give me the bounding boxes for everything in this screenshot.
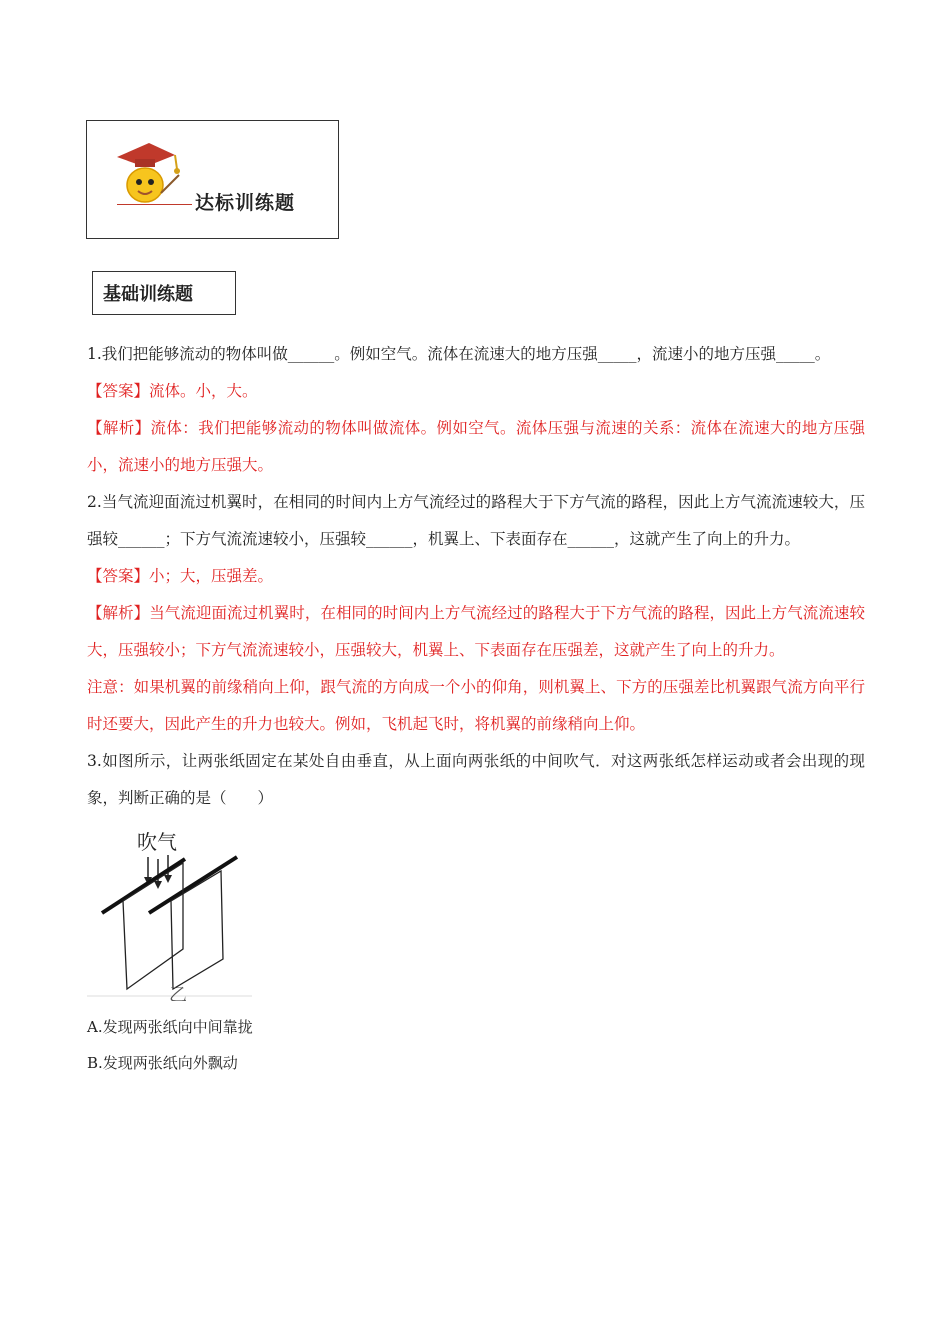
option-b: B.发现两张纸向外飘动 xyxy=(87,1054,238,1072)
header-divider xyxy=(117,204,192,205)
header-box xyxy=(86,120,339,239)
section-title: 基础训练题 xyxy=(103,284,193,305)
note-2: 注意：如果机翼的前缘稍向上仰，跟气流的方向成一个小的仰角，则机翼上、下方的压强差比机翼跟气流方向平行时还要大，因此产生的升力也较大。例如，飞机起飞时，将机翼的前缘稍向上仰。 xyxy=(87,678,865,733)
figure-blow-label: 吹气 xyxy=(137,830,177,854)
answer-1: 【答案】流体。小，大。 xyxy=(87,382,258,400)
question-2: 2.当气流迎面流过机翼时，在相同的时间内上方气流经过的路程大于下方气流的路程，因此上方气流流速较大，压强较______；下方气流流速较小，压强较______，机翼上、下表面存在______，这就产生了向上的升力。 xyxy=(87,493,865,548)
answer-2: 【答案】小；大，压强差。 xyxy=(87,567,274,585)
content xyxy=(87,336,865,1081)
paper-diagram xyxy=(87,821,257,1001)
analysis-2: 【解析】当气流迎面流过机翼时，在相同的时间内上方气流经过的路程大于下方气流的路程，因此上方气流流速较大，压强较小；下方气流流速较小，压强较大，机翼上、下表面存在压强差，这就产生了向上的升力。 xyxy=(87,604,865,659)
option-a: A.发现两张纸向中间靠拢 xyxy=(87,1018,253,1036)
question-3: 3.如图所示，让两张纸固定在某处自由垂直，从上面向两张纸的中间吹气．对这两张纸怎样运动或者会出现的现象，判断正确的是（ ） xyxy=(87,752,865,807)
analysis-1: 【解析】流体：我们把能够流动的物体叫做流体。例如空气。流体压强与流速的关系：流体在流速大的地方压强小，流速小的地方压强大。 xyxy=(87,419,865,474)
header-title: 达标训练题 xyxy=(195,192,296,214)
mascot-icon xyxy=(105,135,185,210)
figure-caption: 乙 xyxy=(169,985,187,1001)
question-1: 1.我们把能够流动的物体叫做______。例如空气。流体在流速大的地方压强_____，流速小的地方压强_____。 xyxy=(87,345,831,363)
paper-blow-figure xyxy=(87,821,257,1001)
section-box xyxy=(92,271,236,315)
